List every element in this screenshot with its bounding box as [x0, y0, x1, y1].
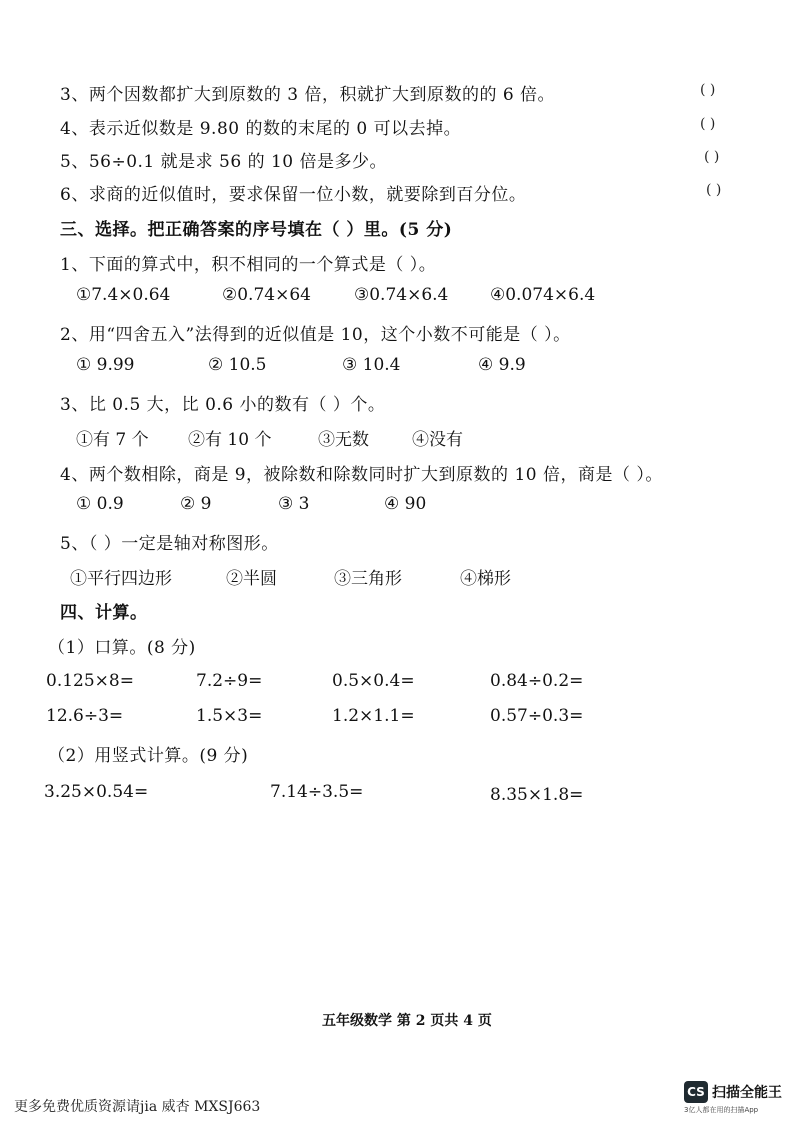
choice-q3-option-3: ③无数 — [318, 430, 369, 450]
choice-q3-option-2: ②有 10 个 — [188, 430, 272, 450]
choice-q2-option-1: ① 9.99 — [76, 355, 135, 375]
oral-problem: 0.125×8= — [46, 671, 134, 691]
choice-q5-option-4: ④梯形 — [460, 569, 511, 589]
choice-q1: 1、下面的算式中，积不相同的一个算式是（ ）。 — [60, 255, 437, 275]
judge-item-5: 5、56÷0.1 就是求 56 的 10 倍是多少。 — [60, 152, 388, 172]
choice-q1-option-1: ①7.4×0.64 — [76, 285, 171, 305]
scanner-app-name: 扫描全能王 — [712, 1085, 782, 1101]
choice-q4-option-4: ④ 90 — [384, 494, 427, 514]
oral-problem: 1.2×1.1= — [332, 706, 415, 726]
choice-q3-option-4: ④没有 — [412, 430, 463, 450]
choice-q4-option-2: ② 9 — [180, 494, 212, 514]
vertical-label: （2）用竖式计算。(9 分) — [48, 746, 249, 766]
vertical-problem: 8.35×1.8= — [490, 785, 584, 805]
oral-problem: 1.5×3= — [196, 706, 263, 726]
answer-paren-6: ( ) — [706, 182, 722, 198]
section-choice-heading: 三、选择。把正确答案的序号填在（ ）里。(5 分) — [60, 220, 453, 240]
choice-q2-option-4: ④ 9.9 — [478, 355, 526, 375]
section-compute-heading: 四、计算。 — [60, 603, 148, 623]
answer-paren-3: ( ) — [700, 82, 716, 98]
judge-item-4: 4、表示近似数是 9.80 的数的末尾的 0 可以去掉。 — [60, 119, 462, 139]
answer-paren-4: ( ) — [700, 116, 716, 132]
oral-problem: 0.57÷0.3= — [490, 706, 584, 726]
choice-q1-option-2: ②0.74×64 — [222, 285, 311, 305]
choice-q4-option-3: ③ 3 — [278, 494, 310, 514]
oral-problem: 0.5×0.4= — [332, 671, 415, 691]
oral-problem: 12.6÷3= — [46, 706, 124, 726]
choice-q5-option-1: ①平行四边形 — [70, 569, 172, 589]
judge-item-6: 6、求商的近似值时，要求保留一位小数，就要除到百分位。 — [60, 185, 527, 205]
choice-q4-option-1: ① 0.9 — [76, 494, 124, 514]
watermark-note: 更多免费优质资源请jia 威杏 MXSJ663 — [14, 1099, 261, 1115]
choice-q4: 4、两个数相除，商是 9，被除数和除数同时扩大到原数的 10 倍，商是（ ）。 — [60, 465, 663, 485]
choice-q2: 2、用“四舍五入”法得到的近似值是 10，这个小数不可能是（ ）。 — [60, 325, 571, 345]
oral-problem: 0.84÷0.2= — [490, 671, 584, 691]
choice-q5-option-2: ②半圆 — [226, 569, 277, 589]
scanner-app-tagline: 3亿人都在用的扫描App — [684, 1106, 759, 1114]
oral-problem: 7.2÷9= — [196, 671, 263, 691]
choice-q5: 5、（ ）一定是轴对称图形。 — [60, 534, 279, 554]
judge-item-3: 3、两个因数都扩大到原数的 3 倍，积就扩大到原数的的 6 倍。 — [60, 85, 556, 105]
choice-q3: 3、比 0.5 大，比 0.6 小的数有（ ）个。 — [60, 395, 386, 415]
choice-q3-option-1: ①有 7 个 — [76, 430, 149, 450]
choice-q1-option-4: ④0.074×6.4 — [490, 285, 596, 305]
page-footer: 五年级数学 第 2 页共 4 页 — [322, 1013, 492, 1029]
choice-q2-option-2: ② 10.5 — [208, 355, 267, 375]
scanner-app-logo: CS — [684, 1081, 708, 1103]
choice-q1-option-3: ③0.74×6.4 — [354, 285, 449, 305]
vertical-problem: 3.25×0.54= — [44, 782, 149, 802]
choice-q5-option-3: ③三角形 — [334, 569, 402, 589]
answer-paren-5: ( ) — [704, 149, 720, 165]
vertical-problem: 7.14÷3.5= — [270, 782, 364, 802]
choice-q2-option-3: ③ 10.4 — [342, 355, 401, 375]
oral-label: （1）口算。(8 分) — [48, 638, 196, 658]
